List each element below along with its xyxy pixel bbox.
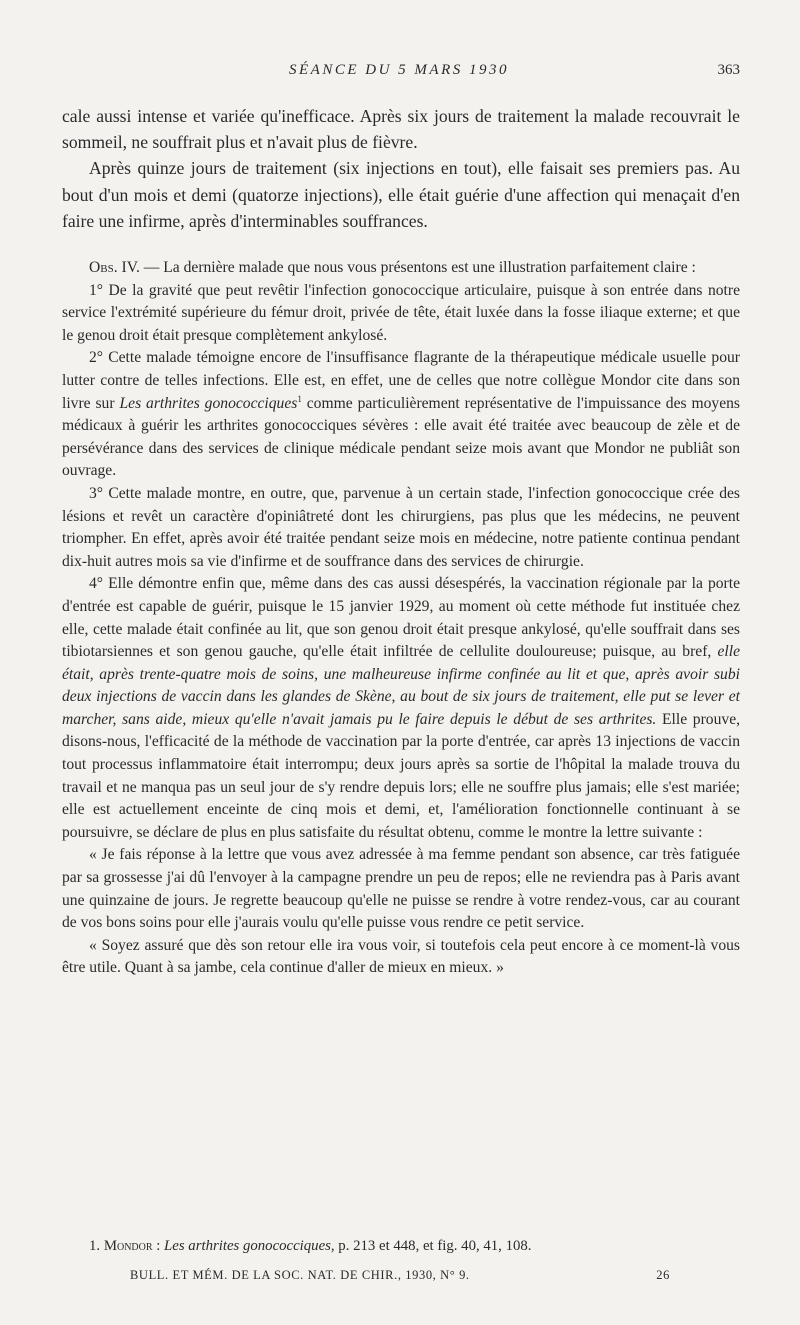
page-footer bbox=[130, 1268, 670, 1283]
running-title: SÉANCE DU 5 MARS 1930 bbox=[289, 62, 509, 78]
journal-citation: BULL. ET MÉM. DE LA SOC. NAT. DE CHIR., 1930, N° 9. bbox=[130, 1268, 470, 1282]
footnote: 1. Mondor : Les arthrites gonococciques, p. 213 et 448, et fig. 40, 41, 108. bbox=[89, 1238, 532, 1254]
observation-iv bbox=[62, 257, 740, 980]
article-body bbox=[62, 103, 740, 980]
paragraph: cale aussi intense et variée qu'inefficace. Après six jours de traitement la malade recouvrait le sommeil, ne souffrait plus et n'avait plus de fièvre. bbox=[62, 106, 740, 153]
paragraph: Après quinze jours de traitement (six injections en tout), elle faisait ses premiers pas. Au bout d'un mois et demi (quatorze injections), elle était guérie d'une affection qui menaçait d'en faire une infirme, après d'interminables souffrances. bbox=[62, 158, 740, 231]
observation-label: Obs. IV. bbox=[89, 259, 140, 277]
observation-point-2: 2° Cette malade témoigne encore de l'insuffisance flagrante de la thérapeutique médicale usuelle pour lutter contre de telles infections. Elle est, en effet, une de celles que notre collègue Mondor cite dans son livre sur Les arthrites gonococciques$^1$ comme particulièrement représentative de l'impuissance des moyens médicaux à guérir les arthrites gonococciques sévères : elle avait été traitée avec beaucoup de zèle et de persévérance dans des services de clinique médicale pendant seize mois avant que Mondor ne publiât son ouvrage. bbox=[62, 349, 740, 480]
observation-intro: Obs. IV. — La dernière malade que nous vous présentons est une illustration parfaitement claire : bbox=[89, 259, 696, 277]
observation-point-4: 4° Elle démontre enfin que, même dans des cas aussi désespérés, la vaccination régionale par la porte d'entrée est capable de guérir, puisque le 15 janvier 1929, au moment où cette méthode fut instituée chez elle, cette malade était confinée au lit, que son genou droit était presque ankylosé, qu'elle souffrait dans ses tibiotarsiennes et son genou gauche, qu'elle était infiltrée de cellulite douloureuse; puisque, au bref, elle était, après trente-quatre mois de soins, une malheureuse infirme confinée au lit et que, après avoir subi deux injections de vaccin dans les glandes de Skène, au bout de six jours de traitement, elle put se lever et marcher, sans aide, mieux qu'elle n'avait jamais pu le faire depuis le début de ses arthrites. Elle prouve, disons-nous, l'efficacité de la méthode de vaccination par la porte d'entrée, car après 13 injections de vaccin tout processus inflammatoire était interrompu; deux jours après sa sortie de l'hôpital la malade trouva du travail et ne manqua pas un seul jour de s'y rendre depuis lors; elle ne souffre plus jamais; elle s'est mariée; elle est actuellement enceinte de cinq mois et demi, et, l'amélioration fonctionnelle continuant à se poursuivre, se déclare de plus en plus satisfaite du résultat obtenu, comme le montre la lettre suivante : bbox=[62, 575, 741, 841]
footnote-title: Les arthrites gonococciques bbox=[164, 1238, 331, 1254]
footnote-author: Mondor bbox=[103, 1238, 153, 1254]
book-title: Les arthrites gonococciques bbox=[119, 394, 298, 412]
observation-point-3: 3° Cette malade montre, en outre, que, parvenue à un certain stade, l'infection gonococcique crée des lésions et revêt un caractère d'opiniâtreté dont les chirurgiens, pas plus que les médecins, ne peuvent triompher. En effet, après avoir été traitée pendant seize mois en médecine, notre patiente continua pendant dix-huit autres mois sa vie d'infirme et de souffrance dans des services de chirurgie. bbox=[62, 484, 740, 570]
letter-paragraph: « Je fais réponse à la lettre que vous avez adressée à ma femme pendant son absence, car très fatiguée par sa grossesse j'ai dû l'envoyer à la campagne prendre un peu de repos; elle ne reviendra pas à Paris avant une quinzaine de jours. Je regrette beaucoup qu'elle ne puisse se rendre à votre rendez-vous, car au courant de vos bons soins pour elle j'aurais voulu qu'elle puisse vous rendre ce petit service. bbox=[62, 846, 740, 932]
footnote-reference: 1 bbox=[297, 393, 302, 404]
observation-point-1: 1° De la gravité que peut revêtir l'infection gonococcique articulaire, puisque à son entrée dans notre service l'extrémité supérieure du fémur droit, privée de tête, était luxée dans la fosse iliaque externe; et que le genou droit était presque complètement ankylosé. bbox=[62, 281, 740, 344]
italic-emphasis: elle était, après trente-quatre mois de soins, une malheureuse infirme confinée au lit et que, après avoir subi deux injections de vaccin dans les glandes de Skène, au bout de six jours de traitement, elle put se lever et marcher, sans aide, mieux qu'elle n'avait jamais pu le faire depuis le début de ses arthrites. bbox=[62, 643, 740, 728]
running-header bbox=[58, 62, 740, 86]
letter-paragraph: « Soyez assuré que dès son retour elle ira vous voir, si toutefois cela peut encore à ce moment-là vous être utile. Quant à sa jambe, cela continue d'aller de mieux en mieux. » bbox=[62, 936, 740, 977]
continuation-text bbox=[62, 103, 740, 234]
signature-mark: 26 bbox=[656, 1268, 670, 1282]
page-number: 363 bbox=[717, 62, 740, 78]
